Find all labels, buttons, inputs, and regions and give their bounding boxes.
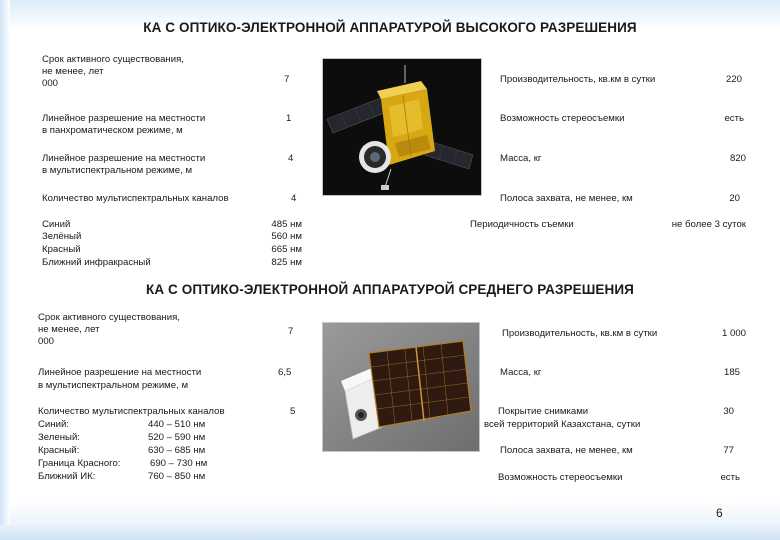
s2-band-name: Красный: (38, 445, 80, 456)
s1-band-name: Красный (42, 244, 81, 255)
s1-revisit-label: Периодичность съемки (470, 219, 574, 230)
page-number: 6 (716, 506, 723, 520)
s1-stereo-label: Возможность стереосъемки (500, 113, 625, 124)
s1-ms-res-label-1: Линейное разрешение на местности (42, 153, 206, 164)
s2-coverage-label-2: всей территорий Казахстана, сутки (484, 419, 641, 430)
s2-stereo-value: есть (720, 472, 740, 483)
s2-productivity-value: 1 000 (721, 328, 746, 339)
s1-pan-res-label-2: в панхроматическом режиме, м (42, 125, 183, 136)
s2-band-value: 630 – 685 нм (148, 445, 206, 456)
s1-ms-res-value: 4 (288, 153, 294, 164)
s1-revisit-value: не более 3 суток (671, 219, 746, 230)
s1-productivity-label: Производительность, кв.км в сутки (500, 74, 656, 85)
s2-band-name: Ближний ИК: (38, 471, 96, 482)
s1-channels-value: 4 (291, 193, 297, 204)
s2-ms-res-label-2: в мультиспектральном режиме, м (38, 380, 189, 391)
s2-band-value: 520 – 590 нм (148, 432, 206, 443)
s1-mass-value: 820 (729, 153, 746, 164)
s1-lifetime-label-2: не менее, лет (42, 66, 104, 77)
s2-ms-res-label-1: Линейное разрешение на местности (38, 367, 202, 378)
high-res-satellite-image (322, 58, 482, 196)
s2-swath-label: Полоса захвата, не менее, км (500, 445, 633, 456)
s1-channels-label: Количество мультиспектральных каналов (42, 193, 229, 204)
s2-mass-value: 185 (723, 367, 740, 378)
s1-productivity-value: 220 (725, 74, 742, 85)
left-decoration (0, 0, 10, 540)
s2-productivity-label: Производительность, кв.км в сутки (502, 328, 658, 339)
s2-lifetime-value: 7 (288, 326, 294, 337)
s1-band-name: Синий (42, 219, 71, 230)
s1-band-value: 485 нм (271, 219, 302, 230)
s1-mass-label: Масса, кг (500, 153, 542, 164)
s2-swath-value: 77 (723, 445, 734, 456)
s2-lifetime-label-1: Срок активного существования, (38, 312, 180, 323)
footer-bar (0, 525, 780, 540)
s2-ms-res-value: 6,5 (278, 367, 292, 378)
s1-lifetime-label-1: Срок активного существования, (42, 54, 184, 65)
s1-pan-res-label-1: Линейное разрешение на местности (42, 113, 206, 124)
s2-band-name: Зеленый: (38, 432, 80, 443)
s1-lifetime-label-3: 000 (42, 78, 59, 89)
section2-title: КА С ОПТИКО-ЭЛЕКТРОННОЙ АППАРАТУРОЙ СРЕДНЕГО РАЗРЕШЕНИЯ (146, 282, 634, 297)
s2-channels-label: Количество мультиспектральных каналов (38, 406, 225, 417)
s2-mass-label: Масса, кг (500, 367, 542, 378)
s2-band-name: Синий: (38, 419, 69, 430)
s1-band-name: Ближний инфракрасный (42, 257, 151, 268)
s2-lifetime-label-3: 000 (38, 336, 55, 347)
s2-band-value: 760 – 850 нм (148, 471, 206, 482)
s2-coverage-value: 30 (723, 406, 734, 417)
s1-ms-res-label-2: в мультиспектральном режиме, м (42, 165, 193, 176)
s2-lifetime-label-2: не менее, лет (38, 324, 100, 335)
s2-band-name: Граница Красного: (38, 458, 121, 469)
s1-stereo-value: есть (724, 113, 744, 124)
s1-band-value: 665 нм (271, 244, 302, 255)
s1-swath-label: Полоса захвата, не менее, км (500, 193, 633, 204)
s1-pan-res-value: 1 (286, 113, 292, 124)
s2-coverage-label-1: Покрытие снимками (498, 406, 589, 417)
s2-band-value: 690 – 730 нм (150, 458, 208, 469)
s1-band-name: Зелёный (42, 231, 82, 242)
s2-stereo-label: Возможность стереосъемки (498, 472, 623, 483)
s1-lifetime-value: 7 (284, 74, 290, 85)
section1-title: КА С ОПТИКО-ЭЛЕКТРОННОЙ АППАРАТУРОЙ ВЫСОКОГО РАЗРЕШЕНИЯ (143, 20, 637, 35)
s2-band-value: 440 – 510 нм (148, 419, 206, 430)
mid-res-satellite-image (322, 322, 480, 452)
s2-channels-value: 5 (290, 406, 296, 417)
s1-band-value: 560 нм (271, 231, 302, 242)
s1-band-value: 825 нм (271, 257, 302, 268)
s1-swath-value: 20 (729, 193, 740, 204)
